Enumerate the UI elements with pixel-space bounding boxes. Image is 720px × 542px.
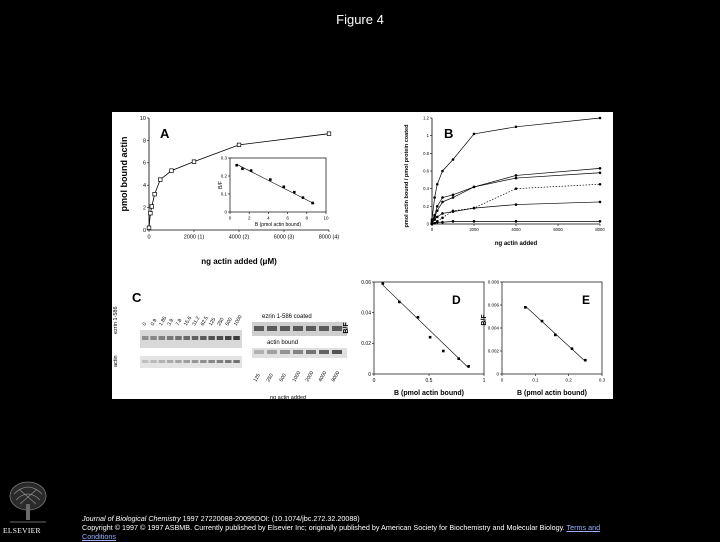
panel-b-y-tick-label: 1.2 [423,115,429,121]
panel-b-point [431,223,434,226]
gel-lane-label-top: 1.85 [158,315,169,327]
gel-lane-label-top: 500 [224,316,234,327]
gel-band-actin [184,360,191,363]
gel-lane-label-top: 0.9 [149,317,159,327]
gel-band-ezrin [208,336,215,340]
gel-lane-label-top: 31.2 [191,315,202,327]
panel-b-x-tick-label: 8000 [595,227,605,233]
panel-b-y-tick-label: 1 [426,133,429,139]
panel-d-point [467,365,470,368]
panel-b-x-label: ng actin added [494,241,538,247]
panel-d-point [417,316,420,319]
panel-a-point [170,169,174,173]
gel-band-coated [332,326,342,331]
gel-band-ezrin [233,336,240,340]
panel-c [113,290,347,399]
panel-a-inset-x-tick-label: 8 [305,215,309,221]
gel-band-ezrin [175,336,182,340]
panel-a-axes [140,116,340,241]
panel-b-y-tick-label: 0.2 [423,203,429,209]
gel-lane-label-bottom: 8000 [330,370,342,383]
panel-b-point [441,196,444,199]
copyright-text: Copyright © 1997 © 1997 ASBMB. Currently published by Elsevier Inc; originally published by American Society for Biochemistry and Molecular Biology. [82,523,565,533]
panel-a-inset-x-tick-label: 6 [286,215,289,221]
gel-band-coated [293,326,303,331]
panel-d-point [398,301,401,304]
gel-band-actin [167,360,174,363]
panel-e-x-tick-label: 0.2 [565,377,572,383]
panel-e-x-tick-label: 0.3 [598,377,606,383]
gel-band-bound [293,350,303,354]
panel-b-point [473,220,476,223]
panel-a-inset-x-tick-label: 0 [228,215,232,221]
gel-band-actin [159,360,166,363]
panel-a-inset-point [235,164,238,167]
panel-e-x-label: B (pmol actin bound) [517,390,587,397]
panel-e-y-tick-label: 0 [496,371,499,377]
panel-e-y-tick-label: 0.004 [487,325,499,331]
panel-b-point [436,205,439,208]
panel-b-point [452,194,455,197]
panel-a-curve [149,134,329,228]
gel-lane-label-top: 1000 [232,314,244,327]
panel-a-point [150,205,154,209]
gel-band-ezrin [159,336,166,340]
panel-d-x-tick-label: 0 [372,378,376,384]
gel-lane-label-top: 62.5 [199,315,210,327]
gel-lane-label-bottom: 250 [265,372,275,383]
panel-b-point [515,187,518,190]
panel-a-inset-x-tick-label: 4 [267,215,270,221]
gel-band-ezrin [150,336,157,340]
panel-d-x-tick-label: 0.5 [425,378,433,384]
panel-b-point [599,201,602,204]
panel-b-point [515,203,518,206]
panel-d-point [429,336,432,339]
gel-lane-label-bottom: 500 [278,372,288,383]
gel-lane-label-top: 0 [141,321,149,327]
gel-band-actin [217,360,224,363]
panel-b-point [599,171,602,174]
journal-name: Journal of Biological Chemistry [82,514,181,523]
gel-band-coated [306,326,316,331]
gel-band-coated [267,326,277,331]
panel-a-inset-point [302,196,305,199]
panel-a-point [327,132,331,136]
gel-lane-label-bottom: 2000 [304,370,316,383]
panel-d-x-tick-label: 1 [482,378,486,384]
panel-d-point [457,357,460,360]
gel-band-actin [150,360,157,363]
panel-e-x-tick-label: 0.1 [532,377,539,383]
gel-lane-label-top: 15.6 [183,315,194,327]
panel-b-point [433,216,436,219]
gel-band-actin [225,360,232,363]
panel-b-point [441,212,444,215]
panel-b-letter: B [444,126,454,141]
panel-e-point [554,334,557,337]
panel-e-point [571,347,574,350]
panel-a-point [153,192,157,196]
panel-b-point [452,220,455,223]
gel-lane-label-top: 3.9 [166,317,176,327]
panel-e-y-tick-label: 0.006 [487,302,499,308]
panel-b-point [436,216,439,219]
panel-b-point [515,126,518,129]
slide-title: Figure 4 [336,12,384,27]
panel-b-point [599,117,602,120]
gel-band-actin [233,360,240,363]
panel-e-letter: E [582,293,591,307]
gel-band-bound [319,350,329,354]
panel-b-point [473,133,476,136]
row-label-ezrin: ezrin 1-586 [113,306,119,334]
panel-a-y-tick-label: 8 [142,138,146,145]
panel-b-y-tick-label: 0.8 [423,150,429,156]
panel-b-point [441,221,444,224]
panel-b-point [433,218,436,221]
panel-e-y-label: B/F [481,314,488,326]
panel-a-x-tick-label: 2000 (1) [183,234,205,241]
panel-c-letter: C [132,290,142,305]
elsevier-logo-text: ELSEVIER [3,526,41,535]
panel-a-inset-point [293,191,296,194]
panel-b-y-label: pmol actin bound / pmol protein coated [404,124,410,228]
panel-a-inset-point [311,202,314,205]
panel-a-inset-x-tick-label: 2 [247,215,251,221]
gel-band-ezrin [167,336,174,340]
panel-b-series-3 [432,173,600,222]
figure-panel [112,112,613,399]
gel-band-bound [306,350,316,354]
panel-d-frame [374,282,484,374]
gel-band-ezrin [200,336,207,340]
panel-b-y-tick-label: 0.6 [423,168,429,174]
panel-a-point [192,160,196,164]
gel-band-coated [280,326,290,331]
panel-e-point [524,306,527,309]
gel-band-ezrin [217,336,224,340]
panel-a-inset-x-label: B (pmol actin bound) [254,222,302,228]
gel-band-coated [254,326,264,331]
panel-a-inset-point [282,186,285,189]
gel-band-actin [208,360,215,363]
panel-a-x-label: ng actin added (μM) [201,257,277,266]
panel-d-x-label: B (pmol actin bound) [394,390,464,397]
panel-e-point [541,320,544,323]
panel-d-y-tick-label: 0.02 [361,341,371,348]
gel-band-actin [200,360,207,363]
panel-a-letter: A [160,126,170,141]
panel-b-x-tick-label: 0 [430,227,434,233]
panel-a-y-tick-label: 0 [142,227,146,234]
panel-a-inset-point [250,169,253,172]
panel-b-point [436,183,439,186]
panel-b-point [436,221,439,224]
panel-a-x-tick-label: 4000 (2) [228,234,250,241]
gel-lane-label-top: 250 [216,316,226,327]
gel-band-ezrin [142,336,149,340]
panel-b-point [599,167,602,170]
panel-d-letter: D [452,293,461,307]
panel-a-point [149,211,153,215]
panel-a-inset-y-label: B/F [218,181,224,189]
panel-a-y-label: pmol bound actin [119,136,129,212]
panel-a-inset-x-tick-label: 10 [323,215,329,221]
panel-b-point [433,222,436,225]
panel-a-x-tick-label: 0 [147,234,151,241]
panel-d-y-tick-label: 0 [368,371,371,378]
panel-b-y-tick-label: 0.4 [423,186,429,192]
panel-b-x-tick-label: 6000 [553,227,563,233]
panel-b-x-tick-label: 2000 [469,227,479,233]
panel-b-point [452,210,455,213]
figure-svg [112,112,613,399]
panel-a-y-tick-label: 6 [142,160,146,167]
panel-a-x-tick-label: 6000 (3) [273,234,295,241]
panel-b-x-tick-label: 4000 [511,227,521,233]
panel-b-point [515,174,518,177]
panel-e-point [584,359,587,362]
gel-band-bound [254,350,264,354]
panel-b-point [599,220,602,223]
citation-footer [82,514,602,542]
gel-band-coated [319,326,329,331]
panel-a-point [237,143,241,147]
gel-band-ezrin [184,336,191,340]
panel-a-x-tick-label: 8000 (4) [318,234,340,241]
panel-b-point [452,196,455,199]
panel-b-point [599,183,602,186]
gel-band-bound [280,350,290,354]
panel-b-point [436,209,439,212]
panel-b-point [515,220,518,223]
panel-b-point [433,196,436,199]
gel-band-actin [192,360,199,363]
gel-band-bound [267,350,277,354]
panel-b-point [473,207,476,210]
panel-a-y-tick-label: 2 [142,205,146,212]
gel-band-ezrin [225,336,232,340]
panel-a-point [158,178,162,182]
gel-caption: ng actin added [270,395,307,399]
panel-b-point [452,158,455,161]
panel-a-inset-y-tick-label: 0.3 [220,155,227,161]
terms-link[interactable]: Terms and Conditions [82,523,601,542]
panel-a-inset-y-tick-label: 0.1 [220,191,227,197]
panel-a-y-tick-label: 4 [142,183,146,190]
gel-band-actin [142,360,149,363]
gel-lane-label-bottom: 125 [252,372,262,383]
gel-lane-label-bottom: 4000 [317,370,329,383]
gel-lane-label-bottom: 1000 [291,370,303,383]
panel-e-y-tick-label: 0.002 [487,348,499,354]
panel-d-y-label: B/F [343,322,350,334]
gel-lane-label-top: 125 [207,316,218,327]
panel-d-y-tick-label: 0.04 [361,310,371,317]
panel-d-axes [361,280,485,384]
panel-e-y-tick-label: 0.008 [487,279,499,285]
gel-band-actin [175,360,182,363]
gel-band-ezrin [192,336,199,340]
strip-label-bound: actin bound [267,340,299,346]
panel-b-point [441,170,444,173]
panel-a-inset-point [241,168,244,171]
panel-b-point [515,177,518,180]
strip-label-coated: ezrin 1-586 coated [262,314,312,320]
panel-a-inset-y-tick-label: 0.2 [220,173,227,179]
panel-d-point [382,282,385,285]
panel-d-point [442,350,445,353]
panel-b-point [441,217,444,220]
gel-band-bound [332,350,342,354]
row-label-actin: actin [113,355,119,367]
panel-b-point [441,201,444,204]
citation-text: 1997 27220088-20095DOI: (10.1074/jbc.272.32.20088) [180,514,360,523]
panel-a-point [147,226,151,230]
panel-e-x-tick-label: 0 [500,377,504,383]
panel-b-point [473,186,476,189]
gel-lane-label-top: 7.8 [174,317,184,327]
panel-d-y-tick-label: 0.06 [361,279,371,286]
panel-a-inset-point [269,178,272,181]
panel-a-y-tick-label: 10 [139,115,146,122]
panel-a-inset-y-tick-label: 0 [224,209,227,215]
panel-b-y-tick-label: 0 [426,221,429,227]
